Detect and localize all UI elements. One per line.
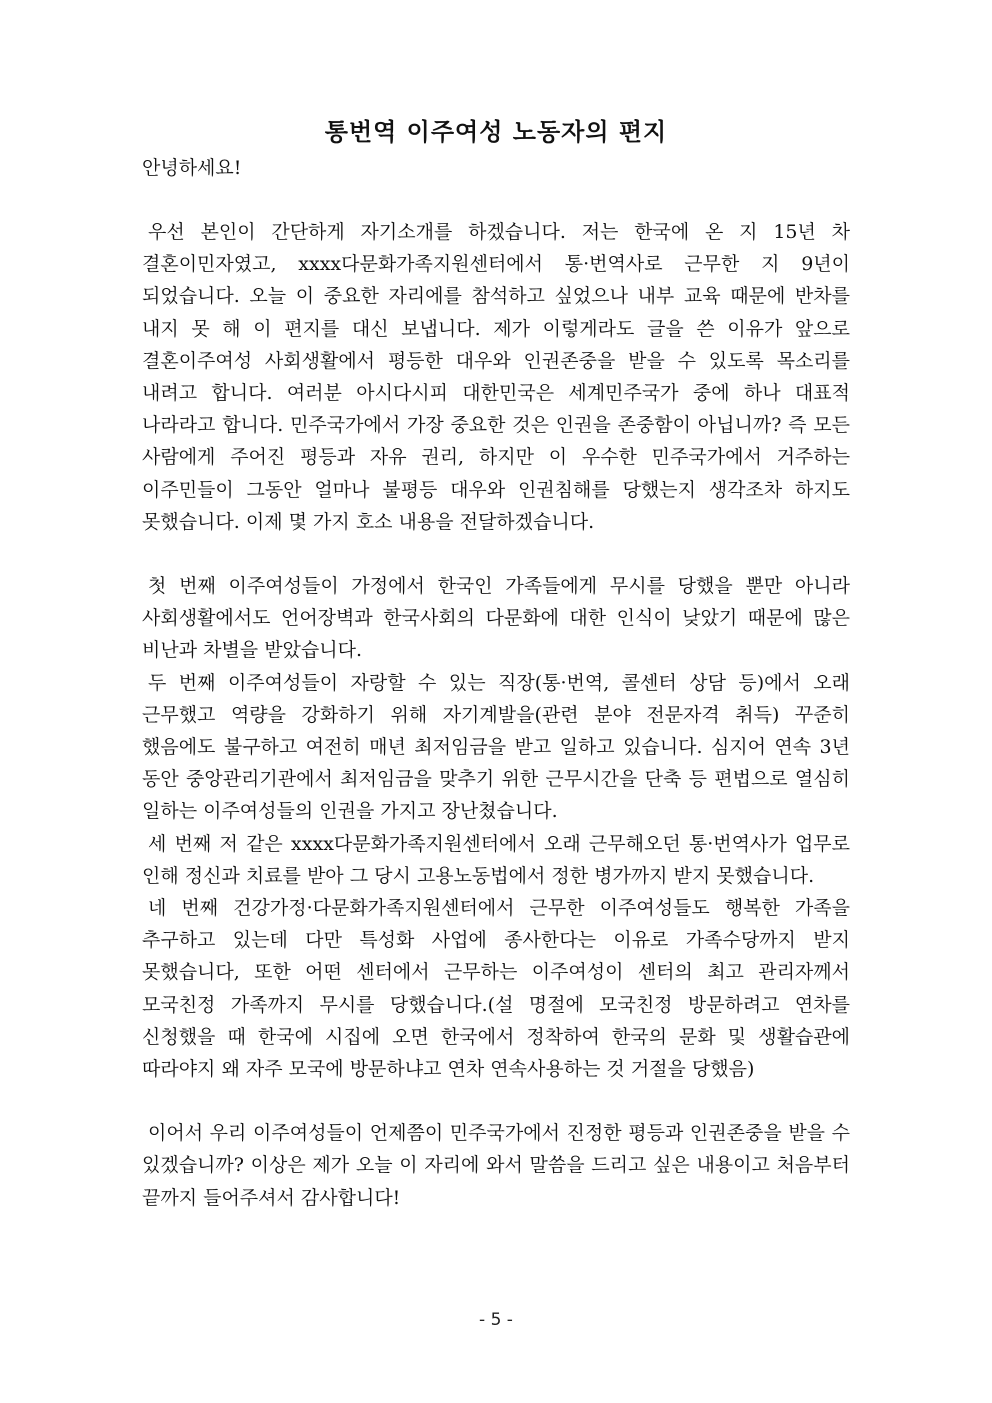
greeting: 안녕하세요! — [142, 157, 242, 179]
letter-title: 통번역 이주여성 노동자의 편지 — [324, 117, 668, 146]
paragraph-intro: 우선 본인이 간단하게 자기소개를 하겠습니다. 저는 한국에 온 지 15년 차 결혼이민자였고, xxxx다문화가족지원센터에서 통·번역사로 근무한 지 9년이 되었습니다. 오늘 이 중요한 자리에를 참석하고 싶었으나 내부 교육 때문에 반차를 내지 못 해 이 편지를 대신 보냅니다. 제가 이렇게라도 글을 쓴 이유가 앞으로 결혼이주여성 사회생활에서 평등한 대우와 인권존중을 받을 수 있도록 목소리를 내려고 합니다. 여러분 아시다시피 대한민국은 세계민주국가 중에 하나 대표적 나라라고 합니다. 민주국가에서 가장 중요한 것은 인권을 존중함이 아닙니까? 즉 모든 사람에게 주어진 평등과 자유 권리, 하지만 이 우수한 민주국가에서 거주하는 이주민들이 그동안 얼마나 불평등 대우와 인권침해를 당했는지 생각조차 하지도 못했습니다. 이제 몇 가지 호소 내용을 전달하겠습니다. — [142, 221, 850, 533]
paragraph-third: 세 번째 저 같은 xxxx다문화가족지원센터에서 오래 근무해오던 통·번역사가 업무로 인해 정신과 치료를 받아 그 당시 고용노동법에서 정한 병가까지 받지 못했습니다. — [142, 832, 850, 887]
letter-body — [142, 112, 850, 1214]
paragraph-first: 첫 번째 이주여성들이 가정에서 한국인 가족들에게 무시를 당했을 뿐만 아니라 사회생활에서도 언어장벽과 한국사회의 다문화에 대한 인식이 낮았기 때문에 많은 비난과 차별을 받았습니다. — [142, 575, 850, 662]
blank-line — [142, 184, 850, 216]
blank-line — [142, 1085, 850, 1117]
blank-line — [142, 538, 850, 570]
paragraph-fourth: 네 번째 건강가정·다문화가족지원센터에서 근무한 이주여성들도 행복한 가족을 추구하고 있는데 다만 특성화 사업에 종사한다는 이유로 가족수당까지 받지 못했습니다, 또한 어떤 센터에서 근무하는 이주여성이 센터의 최고 관리자께서 모국친정 가족까지 무시를 당했습니다.(설 명절에 모국친정 방문하려고 연차를 신청했을 때 한국에 시집에 오면 한국에서 정착하여 한국의 문화 및 생활습관에 따라야지 왜 자주 모국에 방문하냐고 연차 연속사용하는 것 거절을 당했음) — [142, 897, 850, 1081]
paragraph-closing: 이어서 우리 이주여성들이 언제쯤이 민주국가에서 진정한 평등과 인권존중을 받을 수 있겠습니까? 이상은 제가 오늘 이 자리에 와서 말씀을 드리고 싶은 내용이고 처음부터 끝까지 들어주셔서 감사합니다! — [142, 1122, 850, 1209]
paragraph-second: 두 번째 이주여성들이 자랑할 수 있는 직장(통·번역, 콜센터 상담 등)에서 오래 근무했고 역량을 강화하기 위해 자기계발을(관련 분야 전문자격 취득) 꾸준히 했음에도 불구하고 여전히 매년 최저임금을 받고 일하고 있습니다. 심지어 연속 3년 동안 중앙관리기관에서 최저임금을 맞추기 위한 근무시간을 단축 등 편법으로 열심히 일하는 이주여성들의 인권을 가지고 장난쳤습니다. — [142, 671, 850, 823]
page-number: - 5 - — [479, 1310, 513, 1330]
